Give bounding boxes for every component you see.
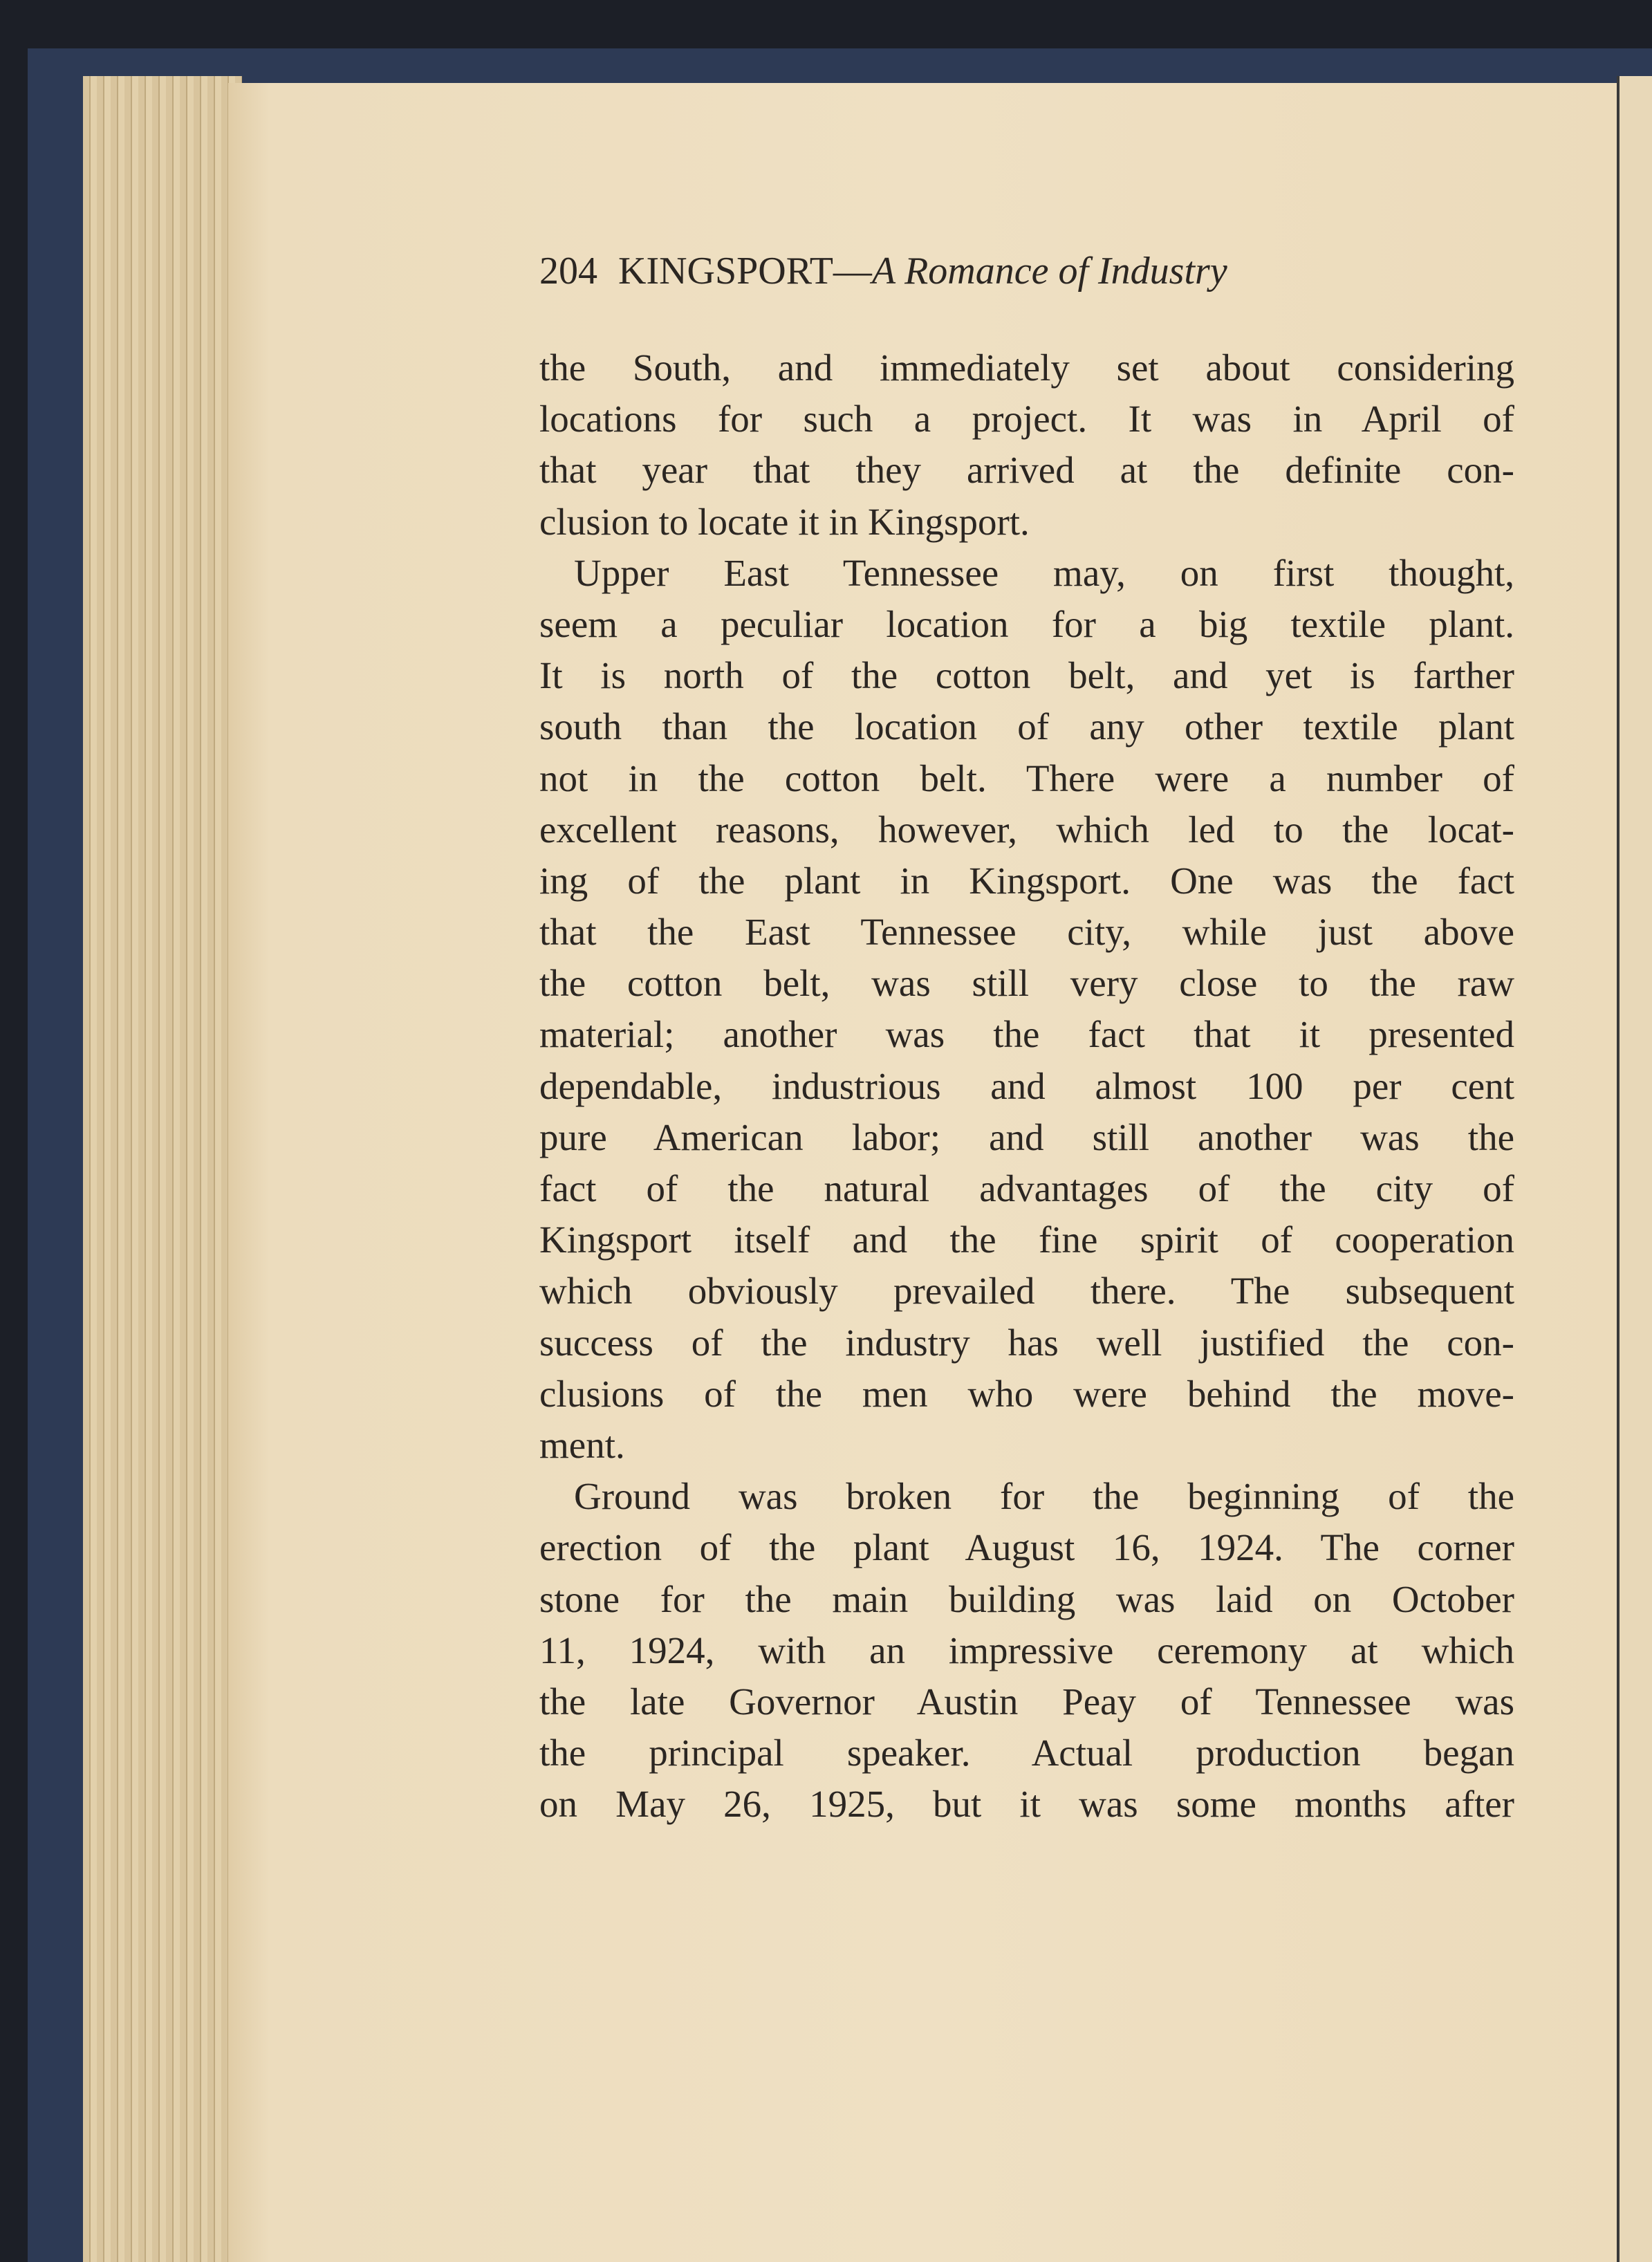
text-line: ment.	[539, 1423, 625, 1466]
text-line: that the East Tennessee city, while just above	[539, 911, 1514, 954]
text-line: clusions of the men who were behind the move-	[539, 1372, 1514, 1415]
next-page-edge	[1617, 76, 1652, 2262]
text-line: locations for such a project. It was in April of	[539, 398, 1514, 441]
text-line: It is north of the cotton belt, and yet is farther	[539, 654, 1514, 697]
page-number: 204	[539, 250, 597, 293]
text-line: excellent reasons, however, which led to the locat-	[539, 808, 1514, 851]
book-subtitle: A Romance of Industry	[871, 250, 1227, 293]
page-edges	[83, 76, 242, 2262]
text-line: Kingsport itself and the fine spirit of cooperation	[539, 1218, 1514, 1261]
text-line: clusion to locate it in Kingsport.	[539, 500, 1030, 543]
text-line: fact of the natural advantages of the city of	[539, 1167, 1514, 1209]
text-line: not in the cotton belt. There were a number of	[539, 757, 1514, 799]
text-line: dependable, industrious and almost 100 per cent	[539, 1064, 1514, 1107]
text-line: south than the location of any other textile plant	[539, 705, 1514, 748]
text-line: that year that they arrived at the definite con-	[539, 449, 1514, 492]
text-line: material; another was the fact that it presented	[539, 1013, 1514, 1056]
text-line: the South, and immediately set about considering	[539, 346, 1514, 389]
text-line: 11, 1924, with an impressive ceremony at which	[539, 1629, 1514, 1671]
text-line: pure American labor; and still another was the	[539, 1115, 1514, 1158]
text-line: Upper East Tennessee may, on first thought,	[574, 551, 1514, 594]
body-text	[539, 342, 1514, 1830]
text-line: the late Governor Austin Peay of Tennessee was	[539, 1680, 1514, 1723]
text-line: seem a peculiar location for a big textile plant.	[539, 602, 1514, 645]
text-line: erection of the plant August 16, 1924. The corner	[539, 1526, 1514, 1569]
text-line: the principal speaker. Actual production began	[539, 1732, 1514, 1774]
text-line: ing of the plant in Kingsport. One was the fact	[539, 859, 1514, 902]
text-line: which obviously prevailed there. The subsequent	[539, 1270, 1514, 1313]
text-line: the cotton belt, was still very close to the raw	[539, 962, 1514, 1005]
text-line: stone for the main building was laid on October	[539, 1577, 1514, 1620]
text-line: on May 26, 1925, but it was some months after	[539, 1783, 1514, 1826]
text-line: Ground was broken for the beginning of the	[574, 1475, 1514, 1518]
text-line: success of the industry has well justified the con-	[539, 1321, 1514, 1364]
book-title: KINGSPORT—	[618, 250, 872, 293]
running-header	[539, 249, 1521, 293]
